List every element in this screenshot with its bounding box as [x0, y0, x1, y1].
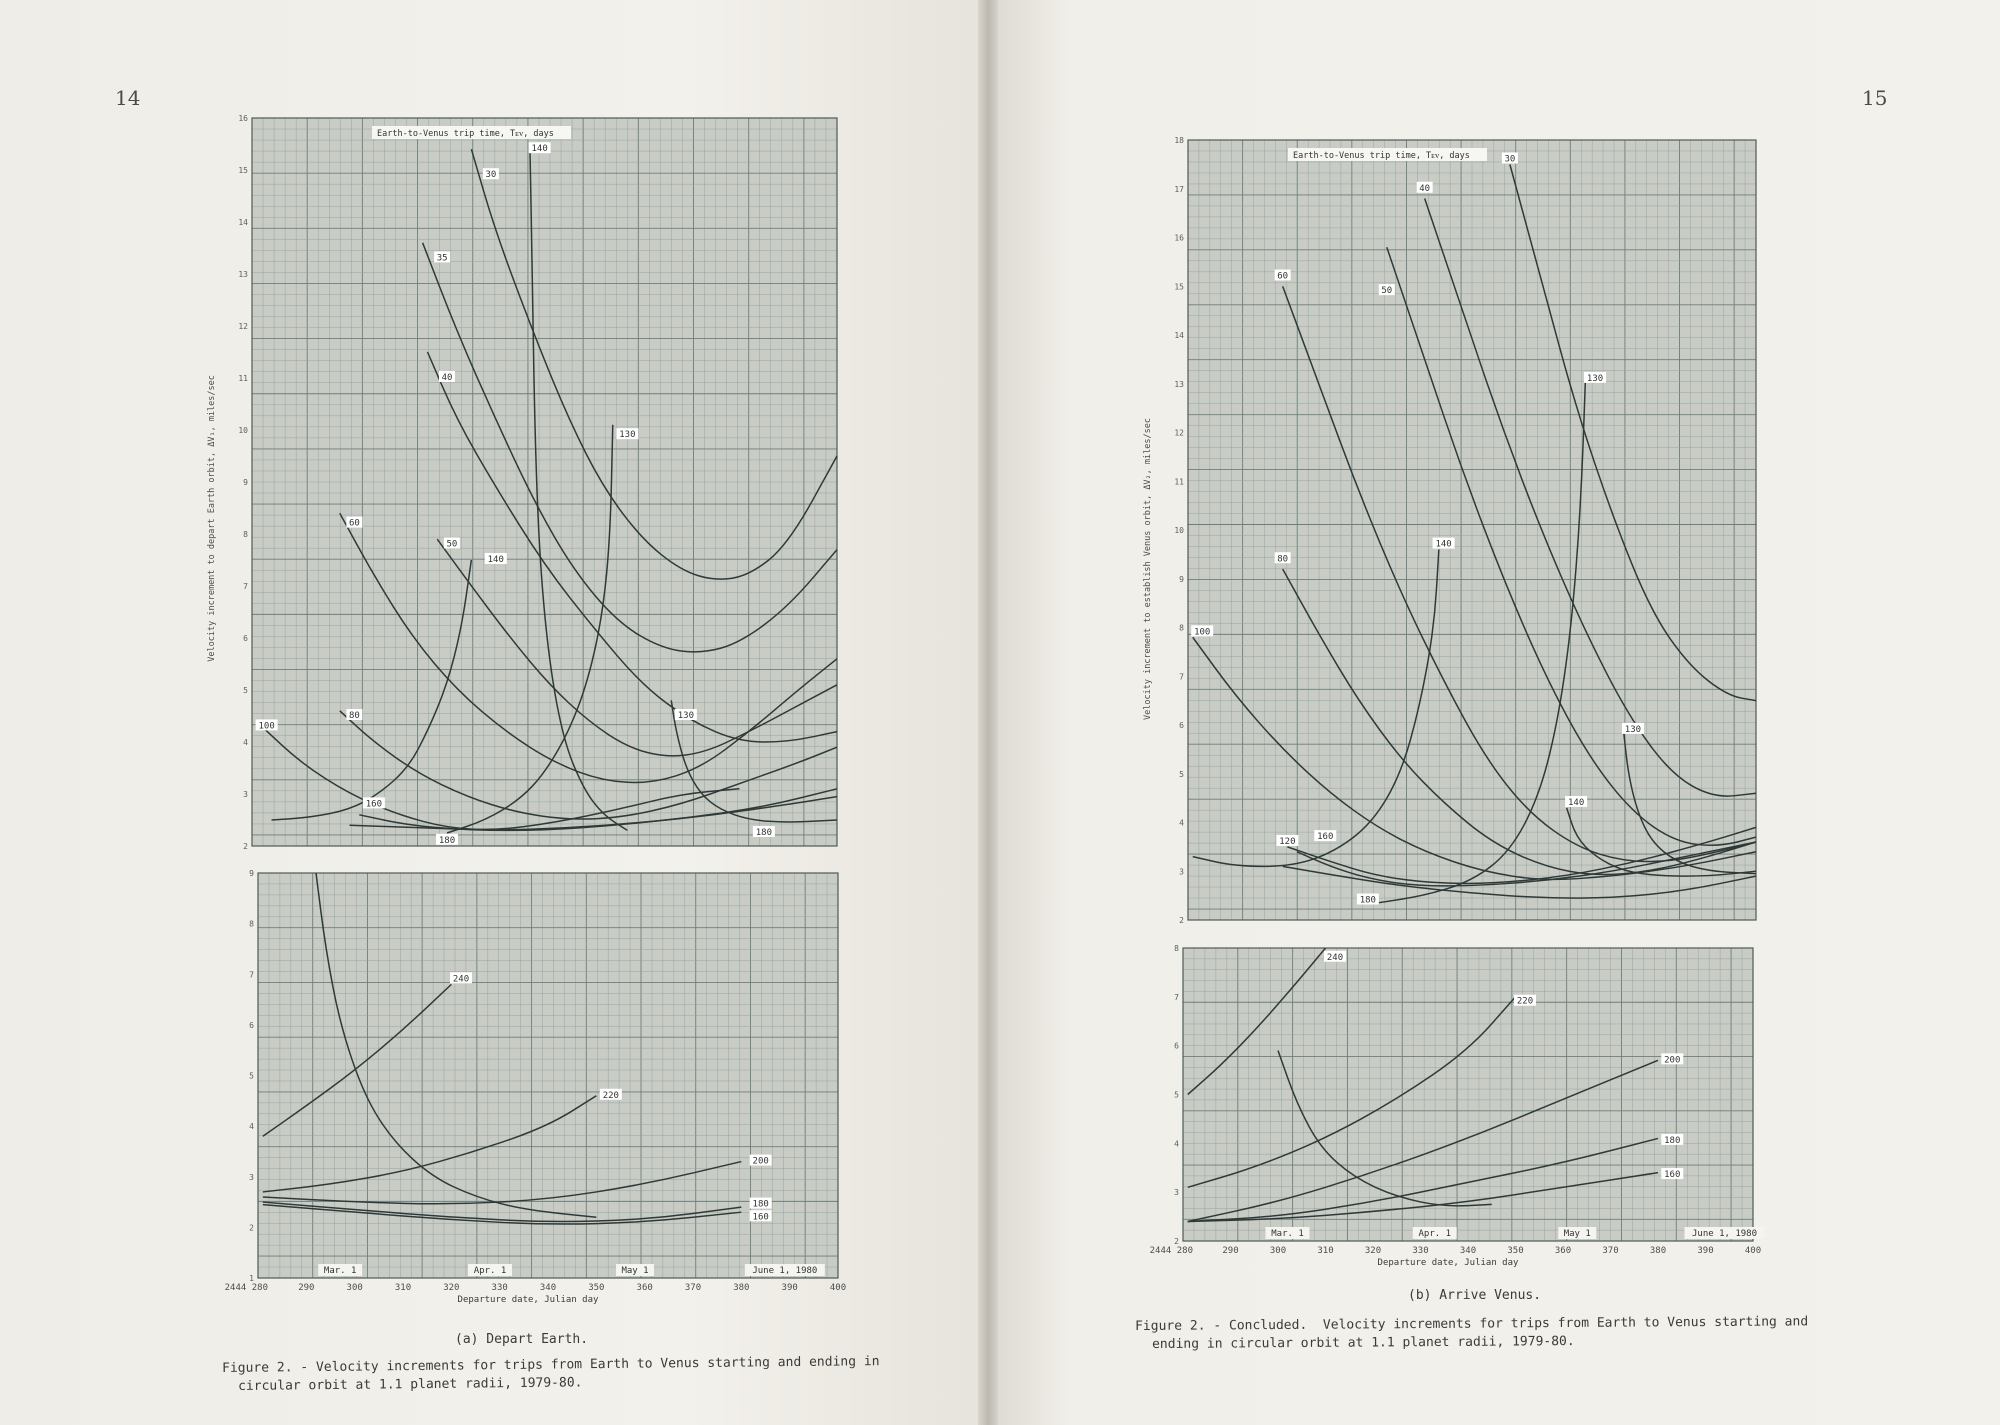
x-tick-label: 320 — [443, 1283, 460, 1293]
curve-label-35: 35 — [436, 253, 448, 264]
y-tick-label: 3 — [1174, 1188, 1179, 1198]
x-axis-label: Departure date, Julian day — [1377, 1258, 1519, 1268]
curve-label-50: 50 — [446, 539, 458, 550]
x-tick-label: 400 — [1744, 1246, 1762, 1256]
y-axis-label: Velocity increment to depart Earth orbit, ΔV₁, miles/sec — [207, 375, 217, 662]
y-tick-label: 6 — [1179, 721, 1184, 730]
curve-label-100: 100 — [1194, 627, 1211, 638]
y-tick-label: 9 — [243, 478, 248, 487]
curve-label-180: 180 — [752, 1199, 769, 1210]
curve-label-220: 220 — [602, 1090, 619, 1101]
depart-upper-panel — [207, 114, 837, 851]
y-tick-label: 2 — [243, 842, 248, 851]
x-tick-label: 390 — [781, 1283, 798, 1293]
y-tick-label: 5 — [1179, 769, 1184, 779]
curve-label-140: 140 — [1435, 539, 1452, 550]
y-axis-label: Velocity increment to establish Venus orbit, ΔV₂, miles/sec — [1143, 418, 1153, 720]
y-tick-label: 16 — [1174, 233, 1184, 243]
y-tick-label: 4 — [249, 1122, 254, 1132]
x-tick-label: 2444 280 — [224, 1283, 268, 1293]
x-tick-label: 380 — [733, 1283, 750, 1293]
curve-label-160: 160 — [752, 1212, 769, 1223]
curve-label-220: 220 — [1516, 996, 1534, 1007]
curve-label-180: 180 — [438, 835, 456, 846]
curve-label-140: 140 — [487, 555, 504, 565]
y-tick-label: 3 — [1179, 867, 1184, 877]
curve-label-130: 130 — [619, 430, 636, 441]
x-axis-label: Departure date, Julian day — [457, 1295, 599, 1305]
y-tick-label: 4 — [1179, 818, 1184, 828]
y-tick-label: 10 — [238, 426, 248, 435]
y-tick-label: 9 — [249, 869, 254, 878]
x-tick-label: 360 — [636, 1283, 653, 1293]
curve-label-130: 130 — [1624, 724, 1642, 735]
month-label: Apr. 1 — [473, 1266, 507, 1276]
x-tick-label: 330 — [491, 1283, 508, 1293]
right-page-number: 15 — [1862, 86, 1888, 110]
x-tick-label: 290 — [1222, 1246, 1239, 1256]
curve-label-60: 60 — [1277, 271, 1289, 282]
y-tick-label: 17 — [1174, 184, 1184, 194]
y-tick-label: 5 — [243, 686, 248, 695]
curve-label-130: 130 — [1586, 373, 1604, 384]
y-tick-label: 1 — [249, 1274, 254, 1283]
curve-label-40: 40 — [441, 373, 453, 383]
y-tick-label: 2 — [1174, 1237, 1179, 1246]
curve-label-180: 180 — [1359, 895, 1376, 906]
curve-label-160: 160 — [365, 799, 383, 810]
y-tick-label: 5 — [1174, 1090, 1179, 1100]
curve-label-180: 180 — [1664, 1135, 1681, 1146]
left-page-number: 14 — [115, 86, 141, 110]
month-label: May 1 — [1563, 1229, 1591, 1239]
y-tick-label: 15 — [238, 166, 248, 175]
curve-label-40: 40 — [1419, 183, 1431, 194]
y-tick-label: 18 — [1174, 136, 1184, 145]
curve-label-240: 240 — [452, 974, 470, 985]
curve-label-180: 180 — [755, 828, 773, 838]
subcaption-depart-earth: (a) Depart Earth. — [455, 1332, 589, 1347]
x-tick-label: 340 — [1459, 1246, 1477, 1256]
curve-label-240: 240 — [1326, 952, 1344, 963]
y-tick-label: 3 — [249, 1172, 254, 1182]
month-label: May 1 — [621, 1266, 649, 1276]
right-figure-caption-line1: Figure 2. - Concluded. Velocity increments for trips from Earth to Venus starting and — [1135, 1314, 1809, 1334]
x-tick-label: 300 — [1269, 1246, 1287, 1256]
curve-label-50: 50 — [1381, 286, 1393, 297]
x-tick-label: 2444 280 — [1149, 1246, 1193, 1256]
curve-label-160: 160 — [1664, 1170, 1681, 1181]
y-tick-label: 2 — [249, 1223, 254, 1233]
x-tick-label: 330 — [1412, 1246, 1429, 1256]
depart-lower-panel — [225, 869, 846, 1305]
x-tick-label: 350 — [1507, 1246, 1524, 1256]
left-figure-caption-line2: circular orbit at 1.1 planet radii, 1979-80. — [238, 1375, 583, 1394]
y-tick-label: 4 — [1174, 1139, 1179, 1149]
x-tick-label: 400 — [829, 1283, 847, 1293]
month-label: Mar. 1 — [323, 1266, 357, 1276]
y-tick-label: 11 — [1174, 477, 1184, 487]
curve-label-60: 60 — [348, 518, 360, 529]
left-figure-caption-line1: Figure 2. - Velocity increments for trips from Earth to Venus starting and ending in — [222, 1354, 880, 1376]
y-tick-label: 4 — [243, 738, 248, 747]
y-tick-label: 2 — [1179, 916, 1184, 925]
y-tick-label: 10 — [1174, 526, 1184, 535]
y-tick-label: 13 — [238, 270, 248, 279]
x-tick-label: 340 — [539, 1283, 557, 1293]
y-tick-label: 7 — [1179, 672, 1184, 682]
month-label: June 1, 1980 — [1691, 1229, 1758, 1239]
y-tick-label: 8 — [1174, 944, 1179, 953]
curve-label-200: 200 — [1664, 1055, 1681, 1066]
x-tick-label: 380 — [1649, 1246, 1667, 1256]
month-label: Mar. 1 — [1271, 1229, 1304, 1239]
y-tick-label: 7 — [249, 970, 254, 980]
x-tick-label: 350 — [588, 1283, 605, 1293]
y-tick-label: 7 — [1174, 992, 1179, 1002]
curve-label-160: 160 — [1317, 832, 1334, 843]
y-tick-label: 6 — [249, 1020, 254, 1030]
x-tick-label: 300 — [346, 1283, 363, 1293]
y-tick-label: 7 — [243, 582, 248, 591]
x-tick-label: 310 — [394, 1283, 412, 1293]
y-tick-label: 11 — [238, 374, 248, 383]
y-tick-label: 14 — [1174, 331, 1184, 340]
y-tick-label: 9 — [1179, 574, 1184, 584]
subcaption-arrive-venus: (b) Arrive Venus. — [1408, 1288, 1542, 1303]
curve-label-140: 140 — [1568, 798, 1585, 808]
y-tick-label: 6 — [243, 634, 248, 643]
y-tick-label: 12 — [238, 322, 248, 331]
x-tick-label: 290 — [298, 1283, 315, 1293]
y-tick-label: 8 — [243, 530, 248, 539]
right-figure-caption-line2: ending in circular orbit at 1.1 planet radii, 1979-80. — [1152, 1334, 1575, 1352]
x-tick-label: 320 — [1364, 1246, 1382, 1256]
y-tick-label: 5 — [249, 1071, 254, 1081]
curve-label-80: 80 — [1277, 554, 1289, 565]
trip-time-legend-title: Earth-to-Venus trip time, Tᴇᴠ, days — [377, 129, 554, 139]
arrive-upper-panel — [1143, 136, 1756, 925]
y-tick-label: 13 — [1174, 379, 1184, 389]
y-tick-label: 8 — [249, 919, 254, 929]
trip-time-legend-title: Earth-to-Venus trip time, Tᴇᴠ, days — [1293, 151, 1470, 161]
y-tick-label: 16 — [238, 114, 248, 123]
month-label: Apr. 1 — [1418, 1229, 1452, 1239]
arrive-lower-panel — [1150, 944, 1765, 1268]
curve-label-80: 80 — [348, 711, 360, 721]
y-tick-label: 3 — [243, 790, 248, 799]
x-tick-label: 370 — [1602, 1246, 1619, 1256]
curve-label-120: 120 — [1279, 837, 1296, 847]
x-tick-label: 360 — [1554, 1246, 1572, 1256]
x-tick-label: 390 — [1697, 1246, 1714, 1256]
curve-label-30: 30 — [1504, 154, 1516, 165]
y-tick-label: 6 — [1174, 1041, 1179, 1051]
y-tick-label: 8 — [1179, 623, 1184, 633]
y-tick-label: 12 — [1174, 428, 1184, 438]
x-tick-label: 310 — [1317, 1246, 1334, 1256]
month-label: June 1, 1980 — [752, 1266, 818, 1276]
curve-label-130: 130 — [677, 711, 695, 721]
curve-label-200: 200 — [752, 1156, 769, 1167]
curve-label-140: 140 — [531, 144, 548, 155]
y-tick-label: 15 — [1174, 282, 1184, 292]
curve-label-30: 30 — [485, 170, 497, 181]
curve-label-100: 100 — [258, 721, 275, 732]
x-tick-label: 370 — [684, 1283, 702, 1293]
y-tick-label: 14 — [238, 218, 248, 227]
